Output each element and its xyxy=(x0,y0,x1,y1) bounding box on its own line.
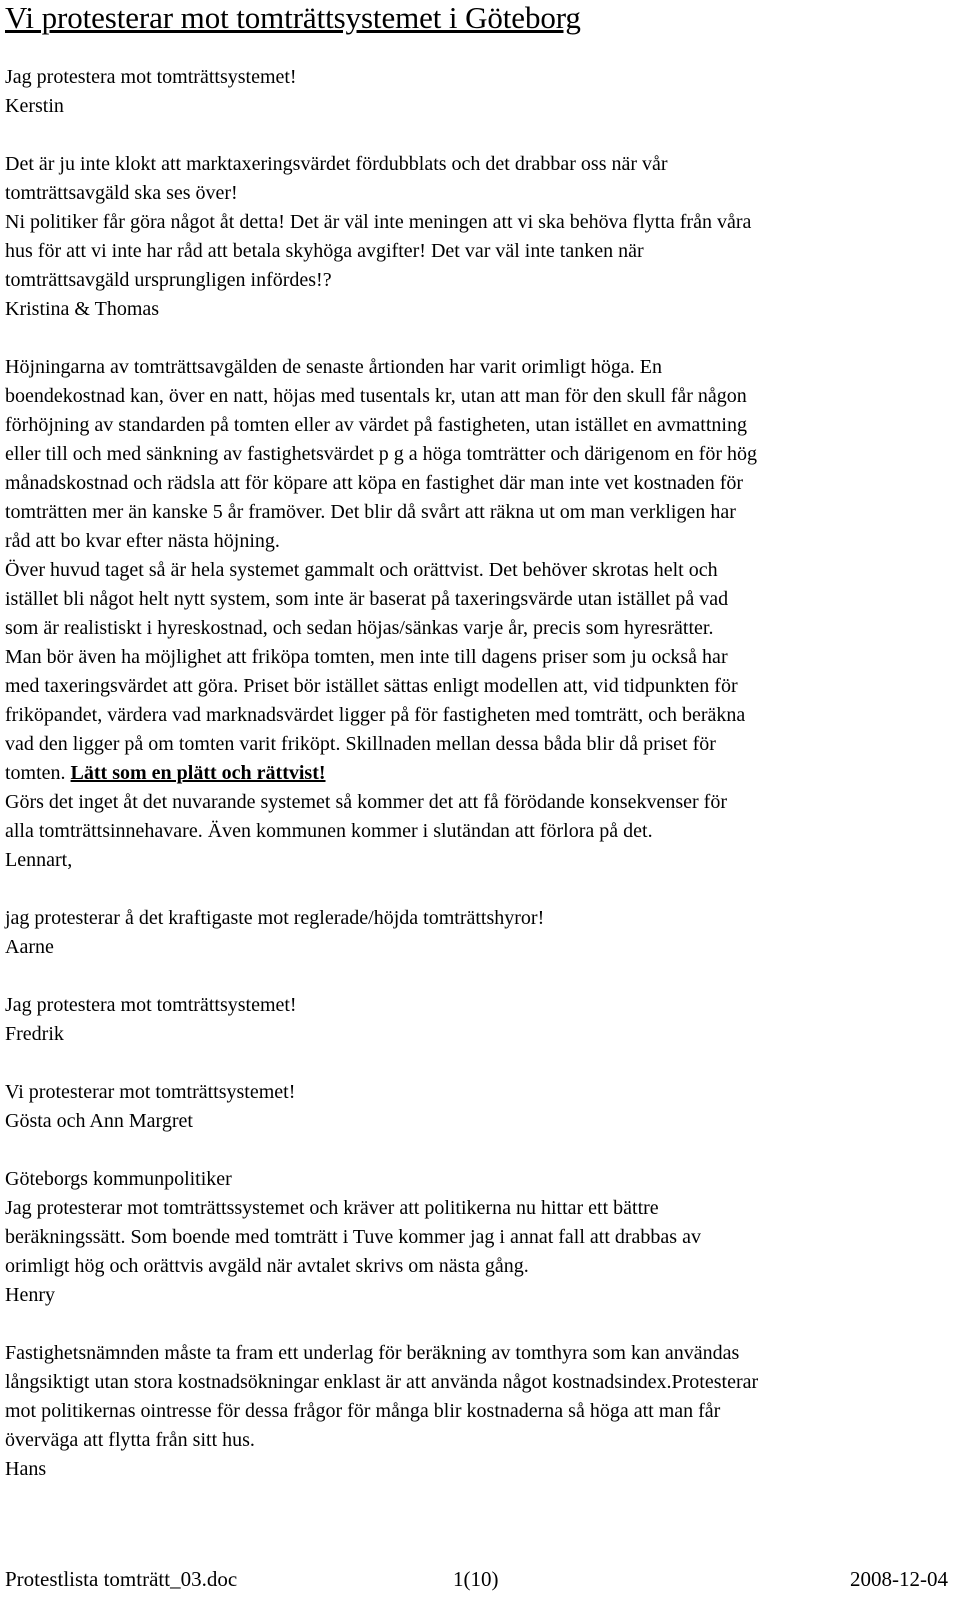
entry-signature: Aarne xyxy=(5,936,54,958)
entry-text: vad den ligger på om tomten varit friköpt. Skillnaden mellan dessa båda blir då priset för xyxy=(5,733,716,755)
entry-text: Över huvud taget så är hela systemet gammalt och orättvist. Det behöver skrotas helt och xyxy=(5,559,718,581)
entry-signature: Henry xyxy=(5,1284,55,1306)
entry-text: som är realistiskt i hyreskostnad, och sedan höjas/sänkas varje år, precis som hyresrätter. xyxy=(5,617,714,639)
entry-text: jag protesterar å det kraftigaste mot reglerade/höjda tomträttshyror! xyxy=(5,907,545,929)
footer-filename: Protestlista tomträtt_03.doc xyxy=(5,1567,238,1591)
entry-signature: Kerstin xyxy=(5,95,64,117)
entry-text: eller till och med sänkning av fastighetsvärdet p g a höga tomträtter och därigenom en för hög xyxy=(5,443,757,465)
spacer xyxy=(5,875,950,904)
entry-text: hus för att vi inte har råd att betala skyhöga avgifter! Det var väl inte tanken när xyxy=(5,240,644,262)
spacer xyxy=(5,324,950,353)
footer-date: 2008-12-04 xyxy=(850,1567,948,1591)
entry-text: Jag protesterar mot tomträttssystemet och kräver att politikerna nu hittar ett bättre xyxy=(5,1197,659,1219)
entry-text: Vi protesterar mot tomträttsystemet! xyxy=(5,1081,296,1103)
entry-text: beräkningssätt. Som boende med tomträtt i Tuve kommer jag i annat fall att drabbas av xyxy=(5,1226,701,1248)
entry-heading: Göteborgs kommunpolitiker xyxy=(5,1168,232,1190)
page-footer xyxy=(5,1566,948,1592)
entry-signature: Hans xyxy=(5,1458,47,1480)
spacer xyxy=(5,121,950,150)
footer-page-number: 1(10) xyxy=(453,1567,499,1591)
entry-text: månadskostnad och rädsla att för köpare att köpa en fastighet där man inte vet kostnaden för xyxy=(5,472,744,494)
entry-text: Man bör även ha möjlighet att friköpa tomten, men inte till dagens priser som ju också har xyxy=(5,646,728,668)
entry-text: Jag protestera mot tomträttsystemet! xyxy=(5,66,297,88)
entry-text: boendekostnad kan, över en natt, höjas med tusentals kr, utan att man för den skull får någon xyxy=(5,385,747,407)
page-title: Vi protesterar mot tomträttsystemet i Göteborg xyxy=(5,0,581,35)
entry-text: långsiktigt utan stora kostnadsökningar enklast är att använda något kostnadsindex.Protesterar xyxy=(5,1371,759,1393)
entry-signature: Fredrik xyxy=(5,1023,64,1045)
entry-text: råd att bo kvar efter nästa höjning. xyxy=(5,530,280,552)
entry-text: Det är ju inte klokt att marktaxeringsvärdet fördubblats och det drabbar oss när vår xyxy=(5,153,668,175)
entry-text xyxy=(5,759,950,788)
spacer xyxy=(5,1136,950,1165)
entry-signature: Gösta och Ann Margret xyxy=(5,1110,193,1132)
emphasized-text: Lätt som en plätt och rättvist! xyxy=(70,762,326,784)
entry-text: tomträtten mer än kanske 5 år framöver. Det blir då svårt att räkna ut om man verkligen har xyxy=(5,501,736,523)
entry-text: mot politikernas ointresse för dessa frågor för många blir kostnaderna så höga att man får xyxy=(5,1400,721,1422)
entry-text: friköpandet, värdera vad marknadsvärdet ligger på för fastigheten med tomträtt, och beräkna xyxy=(5,704,746,726)
entry-text: istället bli något helt nytt system, som inte är baserat på taxeringsvärde utan istället på vad xyxy=(5,588,729,610)
protest-list xyxy=(5,63,950,1484)
entry-text: Jag protestera mot tomträttsystemet! xyxy=(5,994,297,1016)
entry-text: tomträttsavgäld ska ses över! xyxy=(5,182,238,204)
spacer xyxy=(5,1049,950,1078)
entry-text: tomträttsavgäld ursprungligen infördes!? xyxy=(5,269,332,291)
entry-signature: Kristina & Thomas xyxy=(5,298,160,320)
entry-text: förhöjning av standarden på tomten eller av värdet på fastigheten, utan istället en avmattning xyxy=(5,414,747,436)
spacer xyxy=(5,1310,950,1339)
entry-text-fragment: tomten. xyxy=(5,762,71,784)
entry-text: alla tomträttsinnehavare. Även kommunen kommer i slutändan att förlora på det. xyxy=(5,820,653,842)
entry-text: orimligt hög och orättvis avgäld när avtalet skrivs om nästa gång. xyxy=(5,1255,529,1277)
entry-text: Ni politiker får göra något åt detta! Det är väl inte meningen att vi ska behöva flytta från våra xyxy=(5,211,752,233)
entry-signature: Lennart, xyxy=(5,849,73,871)
spacer xyxy=(5,962,950,991)
entry-text: Höjningarna av tomträttsavgälden de senaste årtionden har varit orimligt höga. En xyxy=(5,356,663,378)
entry-text: Fastighetsnämnden måste ta fram ett underlag för beräkning av tomthyra som kan användas xyxy=(5,1342,740,1364)
entry-text: överväga att flytta från sitt hus. xyxy=(5,1429,255,1451)
entry-text: Görs det inget åt det nuvarande systemet så kommer det att få förödande konsekvenser för xyxy=(5,791,727,813)
entry-text: med taxeringsvärdet att göra. Priset bör istället sättas enligt modellen att, vid tidpunkten för xyxy=(5,675,738,697)
